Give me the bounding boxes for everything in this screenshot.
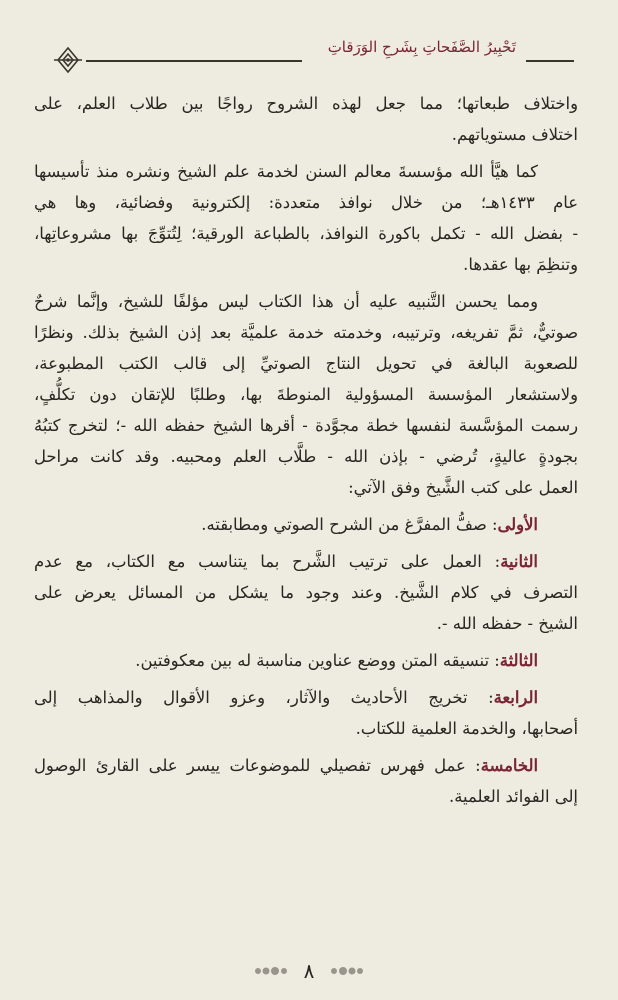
stage-text: : عمل فهرس تفصيلي للموضوعات ييسر على القارئ الوصول [34, 756, 481, 775]
stage-label: الرابعة [493, 688, 538, 707]
floral-ornament-icon [328, 963, 366, 979]
page-number: ٨ [303, 959, 315, 983]
paragraph-3 [34, 286, 578, 503]
knot-ornament-icon [50, 44, 86, 76]
stage-line [34, 682, 578, 713]
stage-line: التصرف في كلام الشَّيخ. وعند وجود ما يشكل من المسائل يعرض على [34, 583, 578, 602]
stage-text: : صفُّ المفرَّغ من الشرح الصوتي ومطابقته. [201, 515, 498, 534]
paragraph-1 [34, 88, 578, 150]
floral-ornament-icon [252, 963, 290, 979]
header-rule-left [86, 60, 302, 62]
page-footer [0, 956, 618, 986]
stage-label: الأولى [497, 515, 538, 534]
stage-line: أصحابها، والخدمة العلمية للكتاب. [355, 719, 578, 738]
stage-second [34, 546, 578, 639]
stage-fourth [34, 682, 578, 744]
stage-line [34, 509, 578, 540]
text-line: واختلاف طبعاتها؛ مما جعل لهذه الشروح رواجًا بين طلاب العلم، على [34, 94, 578, 113]
text-line: - بفضل الله - تكمل باكورة النوافذ، بالطباعة الورقية؛ لِتُتوِّجَ بها مشروعاتِها، [34, 224, 578, 243]
page-body [34, 88, 578, 818]
stage-third [34, 645, 578, 676]
text-line: صوتيٌّ، ثمَّ تفريغه، وترتيبه، وخدمته خدمة علميَّة بعد إذن الشيخ بذلك. ونظرًا [34, 323, 578, 342]
stage-line: إلى الفوائد العلمية. [449, 787, 578, 806]
stage-text: : تخريج الأحاديث والآثار، وعزو الأقوال والمذاهب إلى [34, 688, 494, 707]
text-line: للصعوبة البالغة في تحويل النتاج الصوتيِّ إلى قالب الكتب المطبوعة، [34, 354, 578, 373]
text-line: العمل على كتب الشَّيخ وفق الآتي: [348, 478, 578, 497]
stage-label: الثالثة [499, 651, 538, 670]
stage-line: الشيخ - حفظه الله -. [436, 614, 578, 633]
stage-fifth [34, 750, 578, 812]
text-line: رسمت المؤسَّسة لنفسها خطة مجوَّدة - أقرها الشيخ حفظه الله -؛ لتخرج كتبُهُ [34, 416, 578, 435]
text-line: وتنظِمَ بها عقدها. [463, 255, 578, 274]
text-line: ولاستشعار المؤسسة المسؤولية المنوطةَ بها، وطلبًا للإتقان دون تكلُّفٍ، [34, 385, 578, 404]
text-line: بجودةٍ عاليةٍ، تُرضي - بإذن الله - طلَّاب العلم ومحبيه. وقد كانت مراحل [34, 447, 578, 466]
stage-line [34, 645, 578, 676]
text-line: كما هيَّأ الله مؤسسةَ معالم السنن لخدمة علم الشيخ ونشره منذ تأسيسها [34, 162, 538, 181]
stage-first [34, 509, 578, 540]
stage-text: : العمل على ترتيب الشَّرح بما يتناسب مع الكتاب، مع عدم [34, 552, 501, 571]
text-line: اختلاف مستوياتهم. [451, 125, 578, 144]
text-line: عام ١٤٣٣هـ؛ من خلال نوافذ متعددة: إلكترونية وفضائية، وها هي [34, 193, 578, 212]
paragraph-2 [34, 156, 578, 280]
stage-label: الخامسة [480, 756, 538, 775]
stage-label: الثانية [500, 552, 538, 571]
header-title: تَحْبِيرُ الصَّفَحاتِ بِشَرحِ الوَرَقاتِ [327, 38, 516, 56]
stage-text: : تنسيقه المتن ووضع عناوين مناسبة له بين معكوفتين. [135, 651, 500, 670]
text-line: ومما يحسن التَّنبيه عليه أن هذا الكتاب ليس مؤلفًا للشيخ، وإنَّما شرحٌ [34, 292, 538, 311]
header-rule-right [526, 60, 574, 62]
stage-line [34, 546, 578, 577]
running-header [44, 30, 574, 74]
stage-line [34, 750, 578, 781]
